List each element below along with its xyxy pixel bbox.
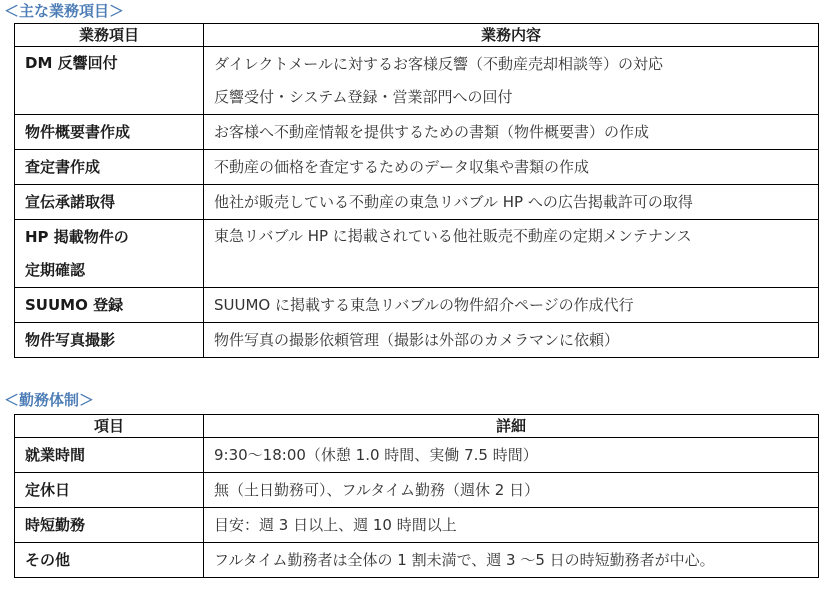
- duty-item-label: 査定書作成: [15, 150, 204, 185]
- work-item-label: 定休日: [15, 473, 204, 508]
- work-system-table: [14, 414, 819, 578]
- work-header-row: [15, 415, 819, 438]
- work-detail-text: フルタイム勤務者は全体の 1 割未満で、週 3 〜5 日の時短勤務者が中心。: [204, 543, 819, 578]
- table-row: [15, 150, 819, 185]
- table-row: [15, 438, 819, 473]
- table-row: [15, 473, 819, 508]
- duty-item-label: DM 反響回付: [25, 54, 118, 72]
- duty-item-label: 定期確認: [25, 260, 86, 279]
- table-row: [15, 508, 819, 543]
- work-section-heading: ＜勤務体制＞: [4, 391, 95, 409]
- duties-table: [14, 23, 819, 358]
- duty-item-label: HP 掲載物件の: [25, 227, 129, 246]
- work-detail-text: 9:30〜18:00（休憩 1.0 時間、実働 7.5 時間）: [204, 438, 819, 473]
- duty-item-label: 物件写真撮影: [15, 323, 204, 358]
- duty-content-text: 物件写真の撮影依頼管理（撮影は外部のカメラマンに依頼）: [204, 323, 819, 358]
- table-row: [15, 543, 819, 578]
- duty-content-text: ダイレクトメールに対するお客様反響（不動産売却相談等）の対応: [214, 54, 663, 73]
- duty-content-text: SUUMO に掲載する東急リバブルの物件紹介ページの作成代行: [204, 288, 819, 323]
- work-item-label: 時短勤務: [15, 508, 204, 543]
- duty-item-label: 宣伝承諾取得: [15, 185, 204, 220]
- duty-content-text: 他社が販売している不動産の東急リバブル HP への広告掲載許可の取得: [204, 185, 819, 220]
- table-row: [15, 323, 819, 358]
- work-detail-text: 目安：週 3 日以上、週 10 時間以上: [204, 508, 819, 543]
- duty-item-label: SUUMO 登録: [15, 288, 204, 323]
- duty-content-cell: [204, 47, 819, 115]
- duty-content-cell: [204, 220, 819, 288]
- duty-content-text: 東急リバブル HP に掲載されている他社販売不動産の定期メンテナンス: [214, 227, 692, 245]
- table-row: [15, 220, 819, 288]
- work-detail-text: 無（土日勤務可）、フルタイム勤務（週休 2 日）: [204, 473, 819, 508]
- work-item-label: 就業時間: [15, 438, 204, 473]
- duty-content-text: お客様へ不動産情報を提供するための書類（物件概要書）の作成: [204, 115, 819, 150]
- duty-content-text: 反響受付・システム登録・営業部門への回付: [214, 87, 513, 106]
- duty-item-cell: [15, 47, 204, 115]
- header-work-item: 項目: [15, 415, 204, 438]
- table-row: [15, 185, 819, 220]
- duty-item-label: 物件概要書作成: [15, 115, 204, 150]
- header-duty-content: 業務内容: [204, 24, 819, 47]
- duties-section-heading: ＜主な業務項目＞: [4, 2, 125, 20]
- table-row: [15, 288, 819, 323]
- table-row: [15, 47, 819, 115]
- duties-header-row: [15, 24, 819, 47]
- duty-item-cell: [15, 220, 204, 288]
- duty-content-text: 不動産の価格を査定するためのデータ収集や書類の作成: [204, 150, 819, 185]
- header-duty-item: 業務項目: [15, 24, 204, 47]
- table-row: [15, 115, 819, 150]
- work-item-label: その他: [15, 543, 204, 578]
- header-work-detail: 詳細: [204, 415, 819, 438]
